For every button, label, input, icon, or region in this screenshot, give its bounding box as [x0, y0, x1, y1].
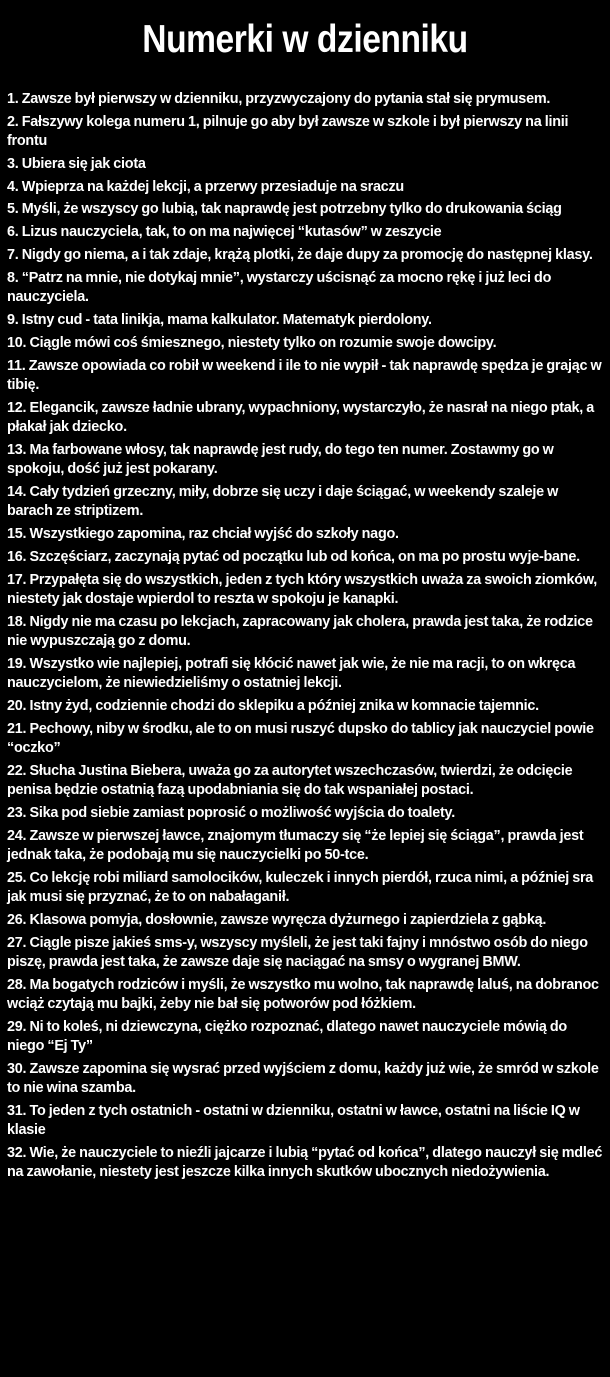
list-item: 19. Wszystko wie najlepiej, potrafi się kłócić nawet jak wie, że nie ma racji, to on wkręca nauczycielom, że niewiedzieliśmy o ostatniej lekcji. [7, 655, 576, 692]
list-item: 25. Co lekcję robi miliard samolocików, kuleczek i innych pierdół, rzuca nimi, a później sra jak musi się przyznać, że to on nabałaganił. [7, 869, 594, 905]
list-item: 20. Istny żyd, codziennie chodzi do sklepiku a później znika w komnacie tajemnic. [7, 697, 539, 714]
list-item: 27. Ciągle pisze jakieś sms-y, wszyscy myśleli, że jest taki fajny i mnóstwo osób do niego piszę, prawda jest taka, że zawsze daje się naciągać na smsy o wygranej BMW. [7, 934, 588, 970]
list-item: 9. Istny cud - tata linikja, mama kalkulator. Matematyk pierdolony. [7, 311, 432, 328]
list-item: 32. Wie, że nauczyciele to nieźli jajcarze i lubią “pytać od końca”, dlatego nauczył się mdleć na zawołanie, niestety jest jeszcze kilka innych skutków ubocznych niedożywienia. [7, 1145, 603, 1181]
list-item: 18. Nigdy nie ma czasu po lekcjach, zapracowany jak cholera, prawda jest taka, że rodzice nie wypuszczają go z domu. [7, 613, 593, 649]
list-item: 6. Lizus nauczyciela, tak, to on ma najwięcej “kutasów” w zeszycie [7, 224, 442, 241]
list-item: 30. Zawsze zapomina się wysrać przed wyjściem z domu, każdy już wie, że smród w szkole to nie wina szamba. [7, 1060, 599, 1097]
list-item: 26. Klasowa pomyja, dosłownie, zawsze wyręcza dyżurnego i zapierdziela z gąbką. [7, 911, 547, 928]
list-item: 14. Cały tydzień grzeczny, miły, dobrze się uczy i daje ściągać, w weekendy szaleje w barach ze striptizem. [7, 483, 559, 520]
list-item: 23. Sika pod siebie zamiast poprosić o możliwość wyjścia do toalety. [7, 804, 455, 821]
list-item: 4. Wpieprza na każdej lekcji, a przerwy przesiaduje na sraczu [7, 178, 404, 195]
numbered-list [7, 90, 603, 1183]
list-item: 7. Nigdy go niema, a i tak zdaje, krążą plotki, że daje dupy za promocję do następnej klasy. [7, 247, 593, 264]
list-item: 15. Wszystkiego zapomina, raz chciał wyjść do szkoły nago. [7, 525, 399, 542]
list-item: 21. Pechowy, niby w środku, ale to on musi ruszyć dupsko do tablicy jak nauczyciel powie “oczko” [7, 720, 594, 756]
list-item: 13. Ma farbowane włosy, tak naprawdę jest rudy, do tego ten numer. Zostawmy go w spokoju, dość już jest pokarany. [7, 441, 554, 478]
page-title: Numerki w dzienniku [142, 18, 468, 61]
list-item: 3. Ubiera się jak ciota [7, 155, 146, 172]
list-item: 28. Ma bogatych rodziców i myśli, że wszystko mu wolno, tak naprawdę laluś, na dobranoc wciąż czytają mu bajki, żeby nie bał się potworów pod łóżkiem. [7, 976, 599, 1012]
list-item: 12. Elegancik, zawsze ładnie ubrany, wypachniony, wystarczyło, że nasrał na niego ptak, a płakał jak dziecko. [7, 399, 595, 435]
list-item: 10. Ciągle mówi coś śmiesznego, niestety tylko on rozumie swoje dowcipy. [7, 334, 497, 351]
list-item: 29. Ni to koleś, ni dziewczyna, ciężko rozpoznać, dlatego nawet nauczyciele mówią do niego “Ej Ty” [7, 1018, 567, 1055]
list-item: 16. Szczęściarz, zaczynają pytać od początku lub od końca, on ma po prostu wyje-bane. [7, 548, 580, 565]
list-item: 17. Przypałęta się do wszystkich, jeden z tych który wszystkich uważa za swoich ziomków, niestety jak dostaje wpierdol to reszta w spokoju je kanapki. [7, 571, 597, 607]
list-item: 31. To jeden z tych ostatnich - ostatni w dzienniku, ostatni w ławce, ostatni na liście IQ w klasie [7, 1102, 580, 1139]
list-item: 22. Słucha Justina Biebera, uważa go za autorytet wszechczasów, twierdzi, że odcięcie penisa będzie ostatnią fazą upodabniania się do tak wspaniałej postaci. [7, 762, 573, 798]
list-item: 11. Zawsze opowiada co robił w weekend i ile to nie wypił - tak naprawdę spędza je grając w tibię. [7, 357, 602, 393]
list-item: 1. Zawsze był pierwszy w dzienniku, przyzwyczajony do pytania stał się prymusem. [7, 91, 551, 107]
list-item: 5. Myśli, że wszyscy go lubią, tak naprawdę jest potrzebny tylko do drukowania ściąg [7, 201, 562, 218]
list-item: 24. Zawsze w pierwszej ławce, znajomym tłumaczy się “że lepiej się ściąga”, prawda jest jednak taka, że podobają mu się nauczycielki po 50-tce. [7, 827, 584, 863]
list-item: 8. “Patrz na mnie, nie dotykaj mnie”, wystarczy uścisnąć za mocno rękę i już leci do nauczyciela. [7, 269, 552, 306]
list-item: 2. Fałszywy kolega numeru 1, pilnuje go aby był zawsze w szkole i był pierwszy na linii frontu [7, 113, 569, 150]
